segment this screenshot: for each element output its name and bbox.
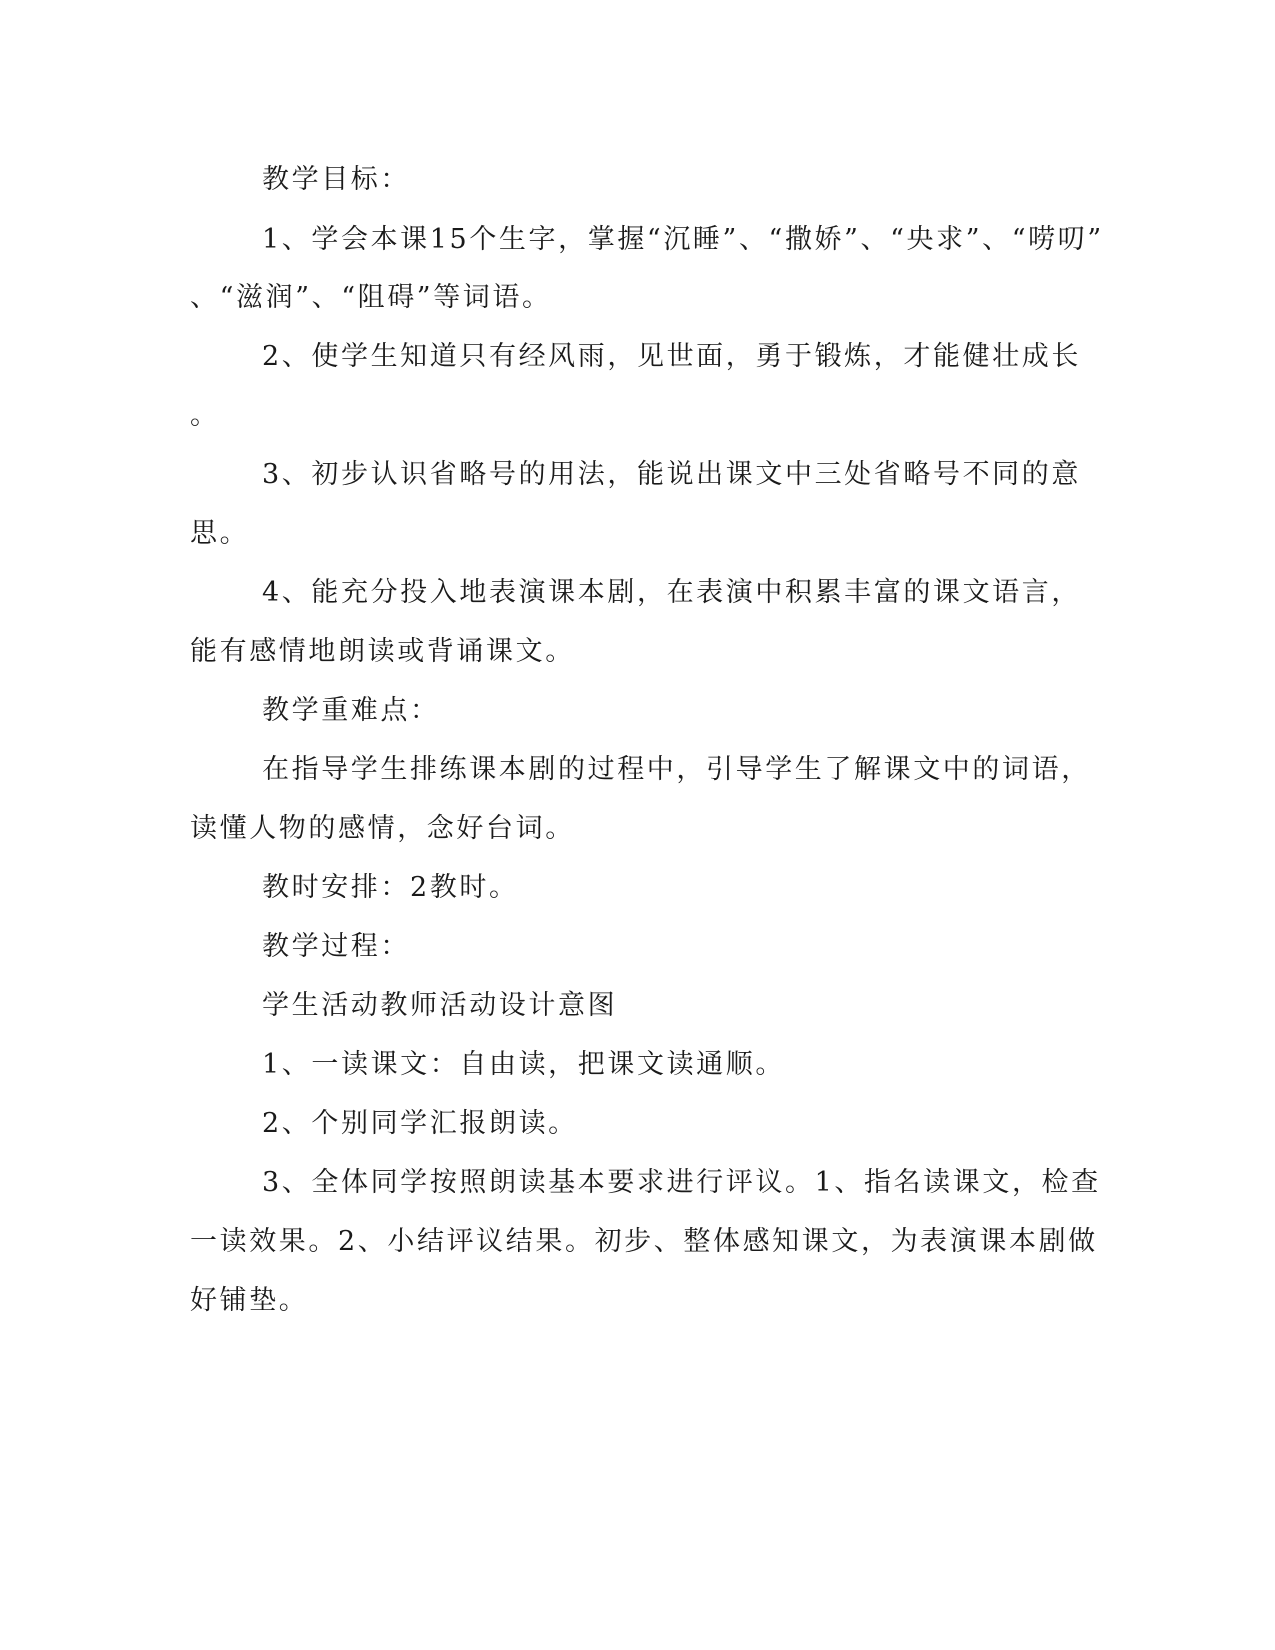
heading-process: 教学过程： <box>262 931 410 962</box>
goal-1-line-2: 、“滋润”、“阻碍”等词语。 <box>190 282 552 313</box>
goal-1-line-1: 1、学会本课15个生字，掌握“沉睡”、“撒娇”、“央求”、“唠叨” <box>262 224 1104 255</box>
step-3-line-3: 好铺垫。 <box>190 1285 309 1316</box>
goal-2-line-2: 。 <box>190 400 220 431</box>
goal-4-line-2: 能有感情地朗读或背诵课文。 <box>190 636 575 667</box>
key-points-line-2: 读懂人物的感情，念好台词。 <box>190 813 575 844</box>
goal-3-line-1: 3、初步认识省略号的用法，能说出课文中三处省略号不同的意 <box>262 459 1081 490</box>
step-3-line-2: 一读效果。2、小结评议结果。初步、整体感知课文，为表演课本剧做 <box>190 1226 1098 1257</box>
goal-3-line-2: 思。 <box>190 518 250 549</box>
heading-key-points: 教学重难点： <box>262 695 440 726</box>
activity-columns-line: 学生活动教师活动设计意图 <box>262 990 618 1021</box>
heading-teaching-goals: 教学目标： <box>262 164 410 195</box>
key-points-line-1: 在指导学生排练课本剧的过程中，引导学生了解课文中的词语， <box>262 754 1091 785</box>
step-3-line-1: 3、全体同学按照朗读基本要求进行评议。1、指名读课文，检查 <box>262 1167 1101 1198</box>
goal-2-line-1: 2、使学生知道只有经风雨，见世面，勇于锻炼，才能健壮成长 <box>262 341 1081 372</box>
step-2-line: 2、个别同学汇报朗读。 <box>262 1108 578 1139</box>
schedule-line: 教时安排：2教时。 <box>262 872 519 903</box>
goal-4-line-1: 4、能充分投入地表演课本剧，在表演中积累丰富的课文语言， <box>262 577 1081 608</box>
step-1-line: 1、一读课文：自由读，把课文读通顺。 <box>262 1049 785 1080</box>
